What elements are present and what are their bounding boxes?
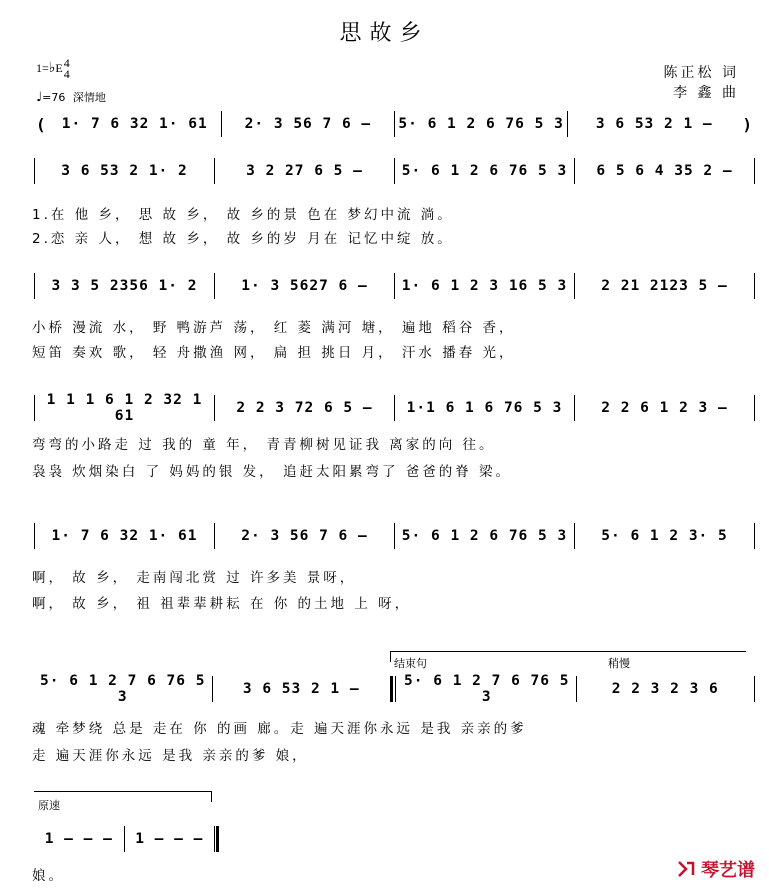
staff-row-4 xyxy=(34,392,755,424)
measure: 5· 6 1 2 3· 5 xyxy=(601,528,728,544)
staff-row-5 xyxy=(34,523,755,549)
measure: 2 2 3 72 6 5 – xyxy=(236,400,373,416)
measure: 5· 6 1 2 6 76 5 3 xyxy=(401,163,568,179)
measure: 1 – – – xyxy=(44,831,113,847)
measure: 3 2 27 6 5 – xyxy=(246,163,363,179)
measure: 2· 3 56 7 6 – xyxy=(244,116,372,132)
lyric-line: 2.恋 亲 人， 想 故 乡， 故 乡的岁 月在 记忆中绽 放。 xyxy=(32,231,454,247)
ending-bracket xyxy=(390,651,746,662)
key-signature: 1=♭E4 4 xyxy=(36,56,70,81)
measure: 2 2 6 1 2 3 – xyxy=(601,400,728,416)
measure: 5· 6 1 2 7 6 76 5 3 xyxy=(40,673,206,705)
lyric-line: 娘。 xyxy=(32,868,65,884)
lyric-line: 走 遍天涯你永远 是我 亲亲的爹 娘， xyxy=(32,748,309,764)
measure: 5· 6 1 2 6 76 5 3 xyxy=(401,528,568,544)
lyric-line: 魂 牵梦绕 总是 走在 你 的画 廊。走 遍天涯你永远 是我 亲亲的爹 xyxy=(32,721,527,737)
logo-icon xyxy=(677,859,697,879)
tempo-bracket xyxy=(34,791,212,802)
lyric-line: 1.在 他 乡， 思 故 乡， 故 乡的景 色在 梦幻中流 淌。 xyxy=(32,207,454,223)
measure: 5· 6 1 2 6 76 5 3 xyxy=(398,116,564,132)
ending-label: 结束句 xyxy=(394,657,427,670)
staff-row-1 xyxy=(34,111,755,137)
staff-row-3 xyxy=(34,273,755,299)
staff-row-7 xyxy=(34,826,219,852)
repeat-barline xyxy=(390,676,396,702)
watermark-logo: 琴艺谱 xyxy=(677,856,755,882)
composer-credit: 李 鑫 曲 xyxy=(673,85,739,101)
measure: 1· 7 6 32 1· 61 xyxy=(51,528,198,544)
measure: 5· 6 1 2 7 6 76 5 3 xyxy=(404,673,570,705)
expression-mark: 深情地 xyxy=(72,91,106,104)
lyric-line: 啊， 故 乡， 祖 祖辈辈耕耘 在 你 的土地 上 呀， xyxy=(32,596,412,612)
measure: 1· 3 5627 6 – xyxy=(241,278,368,294)
staff-row-6 xyxy=(34,673,755,705)
lyric-line: 小桥 漫流 水， 野 鸭游芦 荡， 红 菱 满河 塘， 遍地 稻谷 香， xyxy=(32,320,516,336)
quarter-note-icon: ♩ xyxy=(36,90,43,105)
measure: 1 – – – xyxy=(135,831,204,847)
tempo-return-label: 原速 xyxy=(38,799,60,812)
measure: 2 21 2123 5 – xyxy=(601,278,728,294)
repeat-start: ( xyxy=(36,114,47,134)
lyric-line: 短笛 奏欢 歌， 轻 舟撒渔 网， 扁 担 挑日 月， 汗水 播春 光， xyxy=(32,345,516,361)
lyric-line: 弯弯的小路走 过 我的 童 年， 青青柳树见证我 离家的向 往。 xyxy=(32,437,496,453)
measure: 1· 6 1 2 3 16 5 3 xyxy=(401,278,568,294)
measure: 2· 3 56 7 6 – xyxy=(241,528,368,544)
measure: 6 5 6 4 35 2 – xyxy=(596,163,733,179)
tempo-change-label: 稍慢 xyxy=(608,657,630,670)
lyricist-credit: 陈正松 词 xyxy=(663,65,739,81)
final-barline xyxy=(214,826,219,852)
measure: 1 1 1 6 1 2 32 1 61 xyxy=(46,392,203,424)
measure: 1·1 6 1 6 76 5 3 xyxy=(406,400,563,416)
staff-row-2 xyxy=(34,158,755,184)
measure: 3 6 53 2 1· 2 xyxy=(61,163,188,179)
tempo-marking: ♩=76 深情地 xyxy=(36,90,106,105)
measure: 3 3 5 2356 1· 2 xyxy=(51,278,198,294)
lyric-line: 袅袅 炊烟染白 了 妈妈的银 发， 追赶太阳累弯了 爸爸的脊 梁。 xyxy=(32,464,513,480)
measure: 2 2 3 2 3 6 xyxy=(611,681,719,697)
song-title: 思故乡 xyxy=(339,21,430,46)
measure: 3 6 53 2 1 – xyxy=(242,681,360,697)
time-signature: 4 4 xyxy=(63,56,70,81)
measure: 1· 7 6 32 1· 61 xyxy=(61,116,208,132)
repeat-end: ) xyxy=(742,114,754,134)
measure: 3 6 53 2 1 – xyxy=(595,116,713,132)
lyric-line: 啊， 故 乡， 走南闯北赏 过 许多美 景呀， xyxy=(32,570,357,586)
